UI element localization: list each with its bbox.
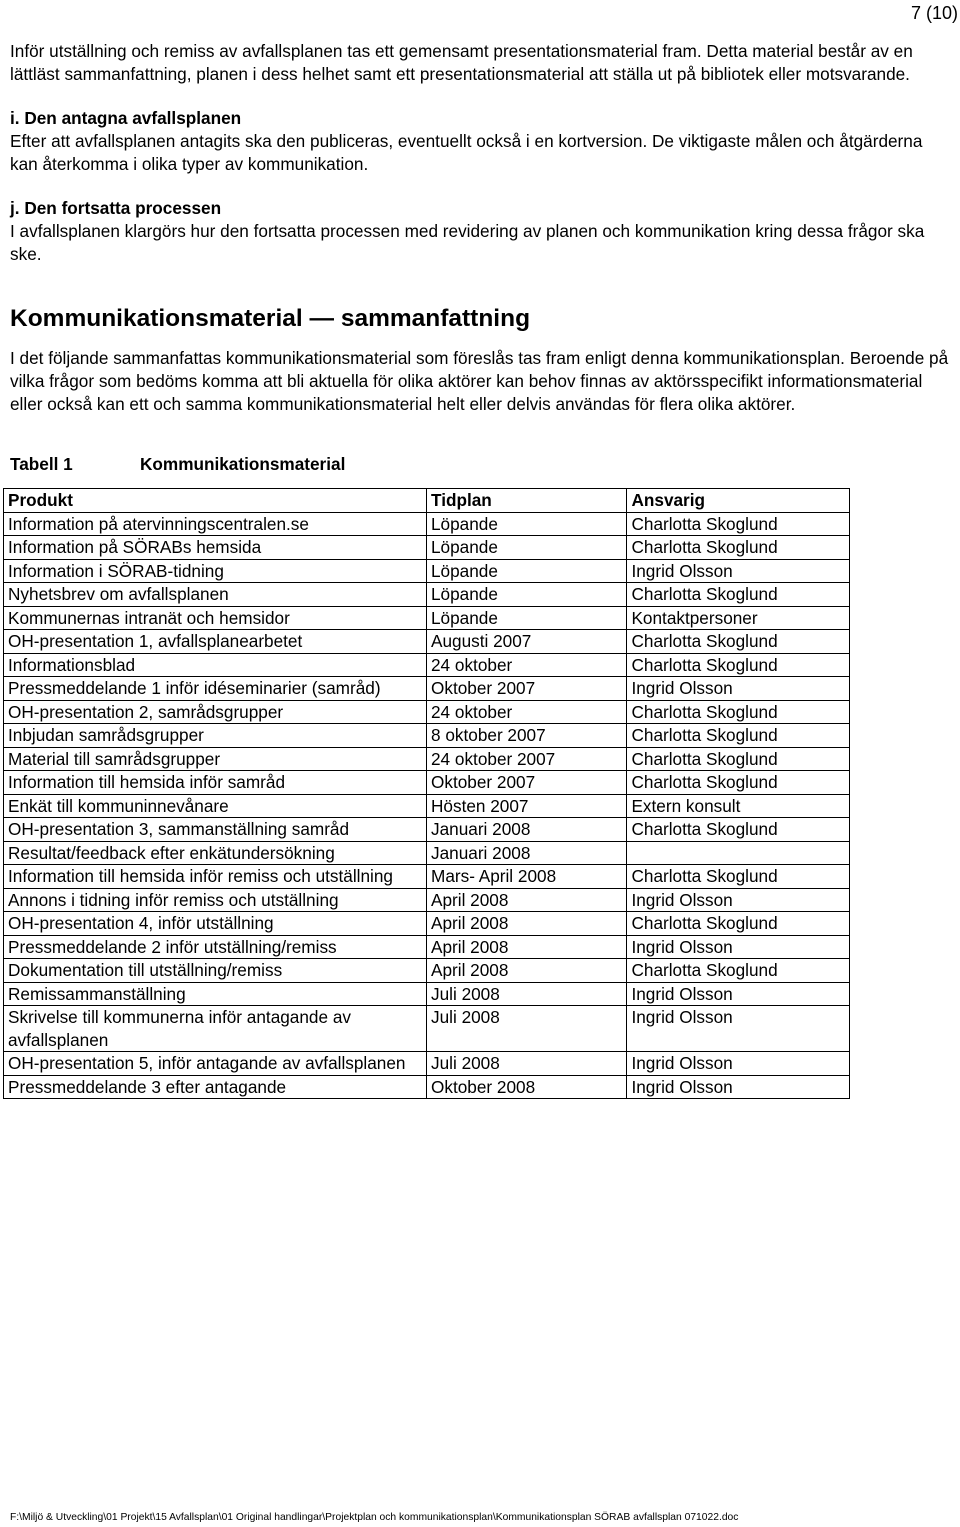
cell-produkt: Pressmeddelande 1 inför idéseminarier (samråd) [4, 677, 427, 701]
section-i-body: Efter att avfallsplanen antagits ska den publiceras, eventuellt också i en kortversion. De viktigaste målen och åtgärderna kan återkomma i olika typer av kommunikation. [10, 131, 923, 174]
cell-tidplan: April 2008 [427, 912, 627, 936]
cell-ansvarig: Charlotta Skoglund [627, 700, 850, 724]
cell-produkt: Skrivelse till kommunerna inför antagande av avfallsplanen [4, 1006, 427, 1052]
cell-produkt: OH-presentation 5, inför antagande av avfallsplanen [4, 1052, 427, 1076]
table-row [4, 653, 850, 677]
table-row [4, 865, 850, 889]
cell-tidplan: Juli 2008 [427, 1052, 627, 1076]
header-tidplan: Tidplan [427, 489, 627, 513]
section-i [10, 107, 952, 176]
cell-produkt: OH-presentation 2, samrådsgrupper [4, 700, 427, 724]
cell-tidplan: April 2008 [427, 935, 627, 959]
cell-tidplan: Oktober 2007 [427, 771, 627, 795]
page-content [10, 40, 952, 1099]
cell-ansvarig: Charlotta Skoglund [627, 653, 850, 677]
table-row [4, 841, 850, 865]
table-row [4, 982, 850, 1006]
table-row [4, 771, 850, 795]
table-row [4, 700, 850, 724]
cell-ansvarig: Ingrid Olsson [627, 677, 850, 701]
table-row [4, 583, 850, 607]
cell-ansvarig: Ingrid Olsson [627, 559, 850, 583]
cell-produkt: Resultat/feedback efter enkätundersökning [4, 841, 427, 865]
cell-produkt: Information på atervinningscentralen.se [4, 512, 427, 536]
cell-ansvarig: Charlotta Skoglund [627, 630, 850, 654]
cell-ansvarig: Charlotta Skoglund [627, 959, 850, 983]
cell-tidplan: 24 oktober 2007 [427, 747, 627, 771]
cell-produkt: Information på SÖRABs hemsida [4, 536, 427, 560]
cell-tidplan: Mars- April 2008 [427, 865, 627, 889]
cell-produkt: Remissammanställning [4, 982, 427, 1006]
table-row [4, 1052, 850, 1076]
cell-tidplan: Löpande [427, 512, 627, 536]
cell-produkt: Annons i tidning inför remiss och utställning [4, 888, 427, 912]
table-row [4, 912, 850, 936]
cell-ansvarig: Charlotta Skoglund [627, 771, 850, 795]
table-row [4, 724, 850, 748]
cell-ansvarig: Charlotta Skoglund [627, 512, 850, 536]
cell-tidplan: Januari 2008 [427, 818, 627, 842]
cell-tidplan: Löpande [427, 606, 627, 630]
table-row [4, 1006, 850, 1052]
cell-produkt: Information i SÖRAB-tidning [4, 559, 427, 583]
cell-produkt: Dokumentation till utställning/remiss [4, 959, 427, 983]
cell-tidplan: 24 oktober [427, 653, 627, 677]
cell-produkt: Informationsblad [4, 653, 427, 677]
cell-tidplan: Juli 2008 [427, 1006, 627, 1052]
cell-ansvarig: Charlotta Skoglund [627, 747, 850, 771]
cell-ansvarig: Extern konsult [627, 794, 850, 818]
cell-tidplan: Augusti 2007 [427, 630, 627, 654]
table-row [4, 794, 850, 818]
intro-paragraph: Inför utställning och remiss av avfallsplanen tas ett gemensamt presentationsmaterial fram. Detta material består av en lättläst sammanfattning, planen i dess helhet samt ett presentationsmaterial att ställa ut på bibliotek eller motsvarande. [10, 41, 913, 84]
cell-ansvarig: Kontaktpersoner [627, 606, 850, 630]
table-caption-title: Kommunikationsmaterial [140, 454, 346, 474]
cell-tidplan: Hösten 2007 [427, 794, 627, 818]
cell-produkt: Pressmeddelande 2 inför utställning/remiss [4, 935, 427, 959]
cell-produkt: Pressmeddelande 3 efter antagande [4, 1075, 427, 1099]
cell-ansvarig: Ingrid Olsson [627, 982, 850, 1006]
cell-produkt: Information till hemsida inför samråd [4, 771, 427, 795]
header-ansvarig: Ansvarig [627, 489, 850, 513]
footer-file-path: F:\Miljö & Utveckling\01 Projekt\15 Avfallsplan\01 Original handlingar\Projektplan och kommunikationsplan\Kommunikationsplan SÖRAB avfallsplan 071022.doc [10, 1512, 739, 1523]
cell-ansvarig: Charlotta Skoglund [627, 818, 850, 842]
table-caption [10, 453, 952, 475]
communication-material-table [3, 488, 850, 1099]
cell-tidplan: Januari 2008 [427, 841, 627, 865]
table-body [4, 512, 850, 1099]
table-row [4, 606, 850, 630]
cell-produkt: OH-presentation 3, sammanställning samråd [4, 818, 427, 842]
cell-tidplan: Löpande [427, 583, 627, 607]
cell-tidplan: April 2008 [427, 888, 627, 912]
page-number: 7 (10) [910, 3, 958, 23]
section-j-body: I avfallsplanen klargörs hur den fortsatta processen med revidering av planen och kommunikation kring dessa frågor ska ske. [10, 221, 925, 264]
table-caption-number: Tabell 1 [10, 454, 73, 474]
cell-tidplan: 24 oktober [427, 700, 627, 724]
table-row [4, 959, 850, 983]
cell-ansvarig: Ingrid Olsson [627, 935, 850, 959]
table-row [4, 559, 850, 583]
cell-produkt: Kommunernas intranät och hemsidor [4, 606, 427, 630]
cell-tidplan: Juli 2008 [427, 982, 627, 1006]
table-row [4, 935, 850, 959]
cell-produkt: Material till samrådsgrupper [4, 747, 427, 771]
cell-ansvarig: Charlotta Skoglund [627, 865, 850, 889]
cell-tidplan: 8 oktober 2007 [427, 724, 627, 748]
cell-ansvarig: Charlotta Skoglund [627, 536, 850, 560]
section-j [10, 197, 952, 266]
table-row [4, 536, 850, 560]
cell-ansvarig: Charlotta Skoglund [627, 583, 850, 607]
cell-ansvarig: Ingrid Olsson [627, 1075, 850, 1099]
cell-produkt: Enkät till kommuninnevånare [4, 794, 427, 818]
table-row [4, 888, 850, 912]
table-row [4, 630, 850, 654]
cell-ansvarig: Ingrid Olsson [627, 888, 850, 912]
cell-tidplan: Oktober 2007 [427, 677, 627, 701]
table-row [4, 747, 850, 771]
header-produkt: Produkt [4, 489, 427, 513]
table-row [4, 512, 850, 536]
table-row [4, 677, 850, 701]
cell-ansvarig: Ingrid Olsson [627, 1006, 850, 1052]
cell-tidplan: April 2008 [427, 959, 627, 983]
cell-produkt: OH-presentation 1, avfallsplanearbetet [4, 630, 427, 654]
cell-produkt: Information till hemsida inför remiss och utställning [4, 865, 427, 889]
table-row [4, 1075, 850, 1099]
table-header-row [4, 489, 850, 513]
table-row [4, 818, 850, 842]
cell-ansvarig: Charlotta Skoglund [627, 724, 850, 748]
cell-produkt: OH-presentation 4, inför utställning [4, 912, 427, 936]
summary-paragraph: I det följande sammanfattas kommunikationsmaterial som föreslås tas fram enligt denna kommunikationsplan. Beroende på vilka frågor som bedöms komma att bli aktuella för olika aktörer kan behov finnas av aktörsspecifikt informationsmaterial eller också kan ett och samma kommunikationsmaterial helt eller delvis användas för flera olika aktörer. [10, 348, 949, 414]
cell-ansvarig: Charlotta Skoglund [627, 912, 850, 936]
main-heading: Kommunikationsmaterial — sammanfattning [10, 305, 531, 332]
cell-produkt: Inbjudan samrådsgrupper [4, 724, 427, 748]
cell-tidplan: Löpande [427, 559, 627, 583]
section-i-heading: i. Den antagna avfallsplanen [10, 108, 242, 128]
cell-tidplan: Oktober 2008 [427, 1075, 627, 1099]
cell-ansvarig [627, 841, 850, 865]
cell-produkt: Nyhetsbrev om avfallsplanen [4, 583, 427, 607]
section-j-heading: j. Den fortsatta processen [10, 198, 222, 218]
cell-ansvarig: Ingrid Olsson [627, 1052, 850, 1076]
cell-tidplan: Löpande [427, 536, 627, 560]
